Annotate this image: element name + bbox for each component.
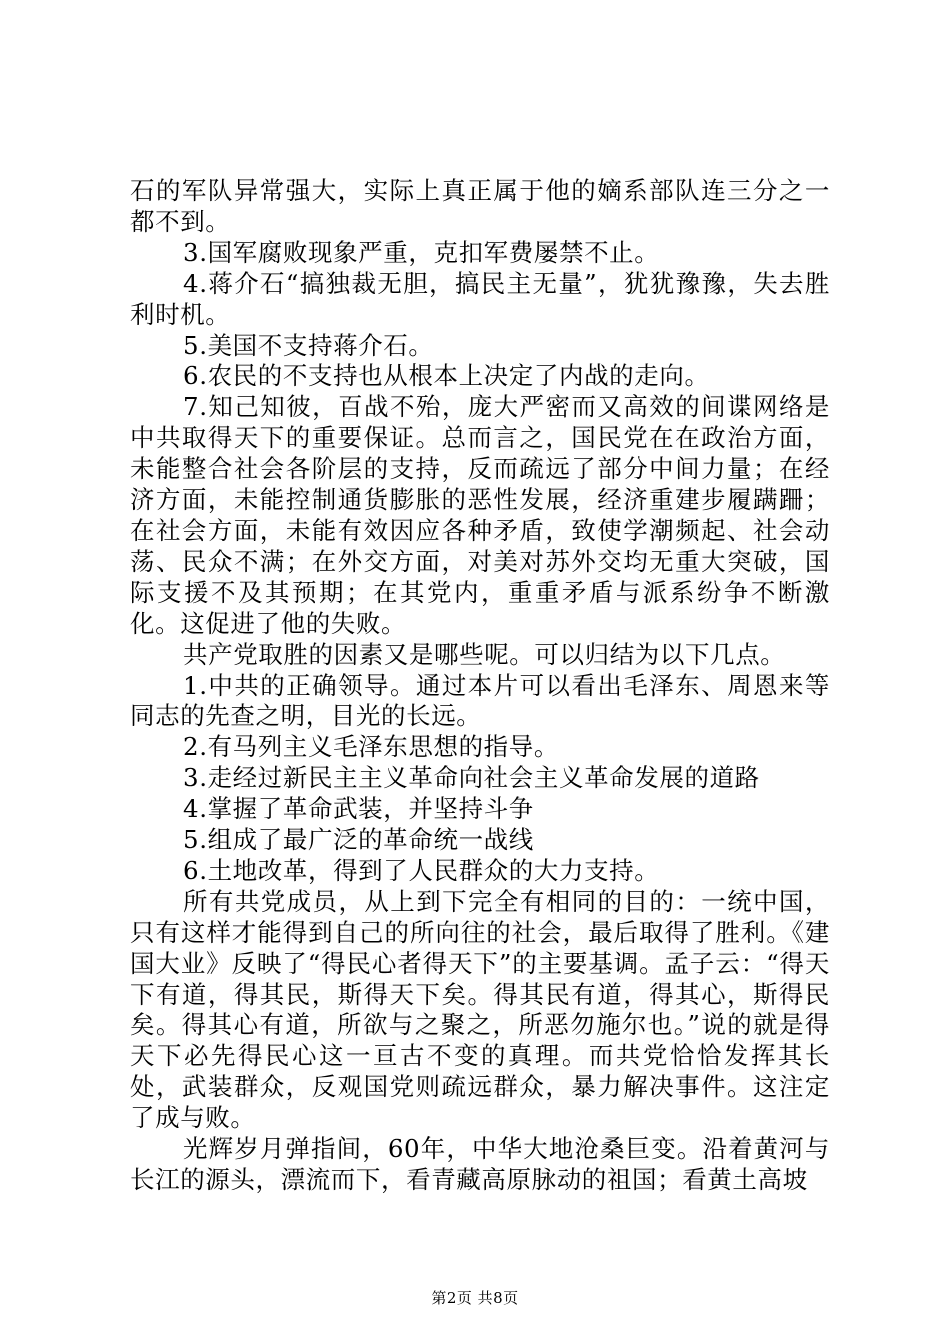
paragraph: 6.农民的不支持也从根本上决定了内战的走向。 <box>183 361 710 391</box>
paragraph: 2.有马列主义毛泽东思想的指导。 <box>183 732 559 762</box>
paragraph: 所有共党成员，从上到下完全有相同的目的：一统中国，只有这样才能得到自己的所向往的社会，最后取得了胜利。《建国大业》反映了“得民心者得天下”的主要基调。孟子云：“得天下有道，得其民，斯得天下矣。得其民有道，得其心，斯得民矣。得其心有道，所欲与之聚之，所恶勿施尔也。”说的就是得天下必先得民心这一亘古不变的真理。而共党恰恰发挥其长处，武装群众，反观国党则疏远群众，暴力解决事件。这注定了成与败。 <box>130 886 830 1133</box>
paragraph: 7.知己知彼，百战不殆，庞大严密而又高效的间谍网络是中共取得天下的重要保证。总而言之，国民党在在政治方面，未能整合社会各阶层的支持，反而疏远了部分中间力量；在经济方面，未能控制通货膨胀的恶性发展，经济重建步履蹒跚；在社会方面，未能有效因应各种矛盾，致使学潮频起、社会动荡、民众不满；在外交方面，对美对苏外交均无重大突破，国际支援不及其预期；在其党内，重重矛盾与派系纷争不断激化。这促进了他的失败。 <box>130 392 830 638</box>
paragraph: 光辉岁月弹指间，60年，中华大地沧桑巨变。沿着黄河与长江的源头，漂流而下，看青藏高原脉动的祖国；看黄土高坡 <box>130 1134 830 1194</box>
paragraph: 3.走经过新民主主义革命向社会主义革命发展的道路 <box>183 763 760 793</box>
paragraph: 3.国军腐败现象严重，克扣军费屡禁不止。 <box>183 237 660 267</box>
paragraph: 共产党取胜的因素又是哪些呢。可以归结为以下几点。 <box>183 639 786 669</box>
paragraph: 石的军队异常强大，实际上真正属于他的嫡系部队连三分之一都不到。 <box>130 176 830 236</box>
paragraph: 4.蒋介石“搞独裁无胆，搞民主无量”，犹犹豫豫，失去胜利时机。 <box>130 268 830 329</box>
paragraph: 6.土地改革，得到了人民群众的大力支持。 <box>183 855 660 885</box>
page-footer <box>0 1288 950 1308</box>
document-body <box>130 176 830 1196</box>
paragraph: 1.中共的正确领导。通过本片可以看出毛泽东、周恩来等同志的先查之明，目光的长远。 <box>130 670 830 731</box>
paragraph: 5.美国不支持蒋介石。 <box>183 330 434 360</box>
page-number: 第2页 共8页 <box>431 1289 519 1307</box>
paragraph: 4.掌握了革命武装，并坚持斗争 <box>183 794 534 824</box>
paragraph: 5.组成了最广泛的革命统一战线 <box>183 825 534 855</box>
